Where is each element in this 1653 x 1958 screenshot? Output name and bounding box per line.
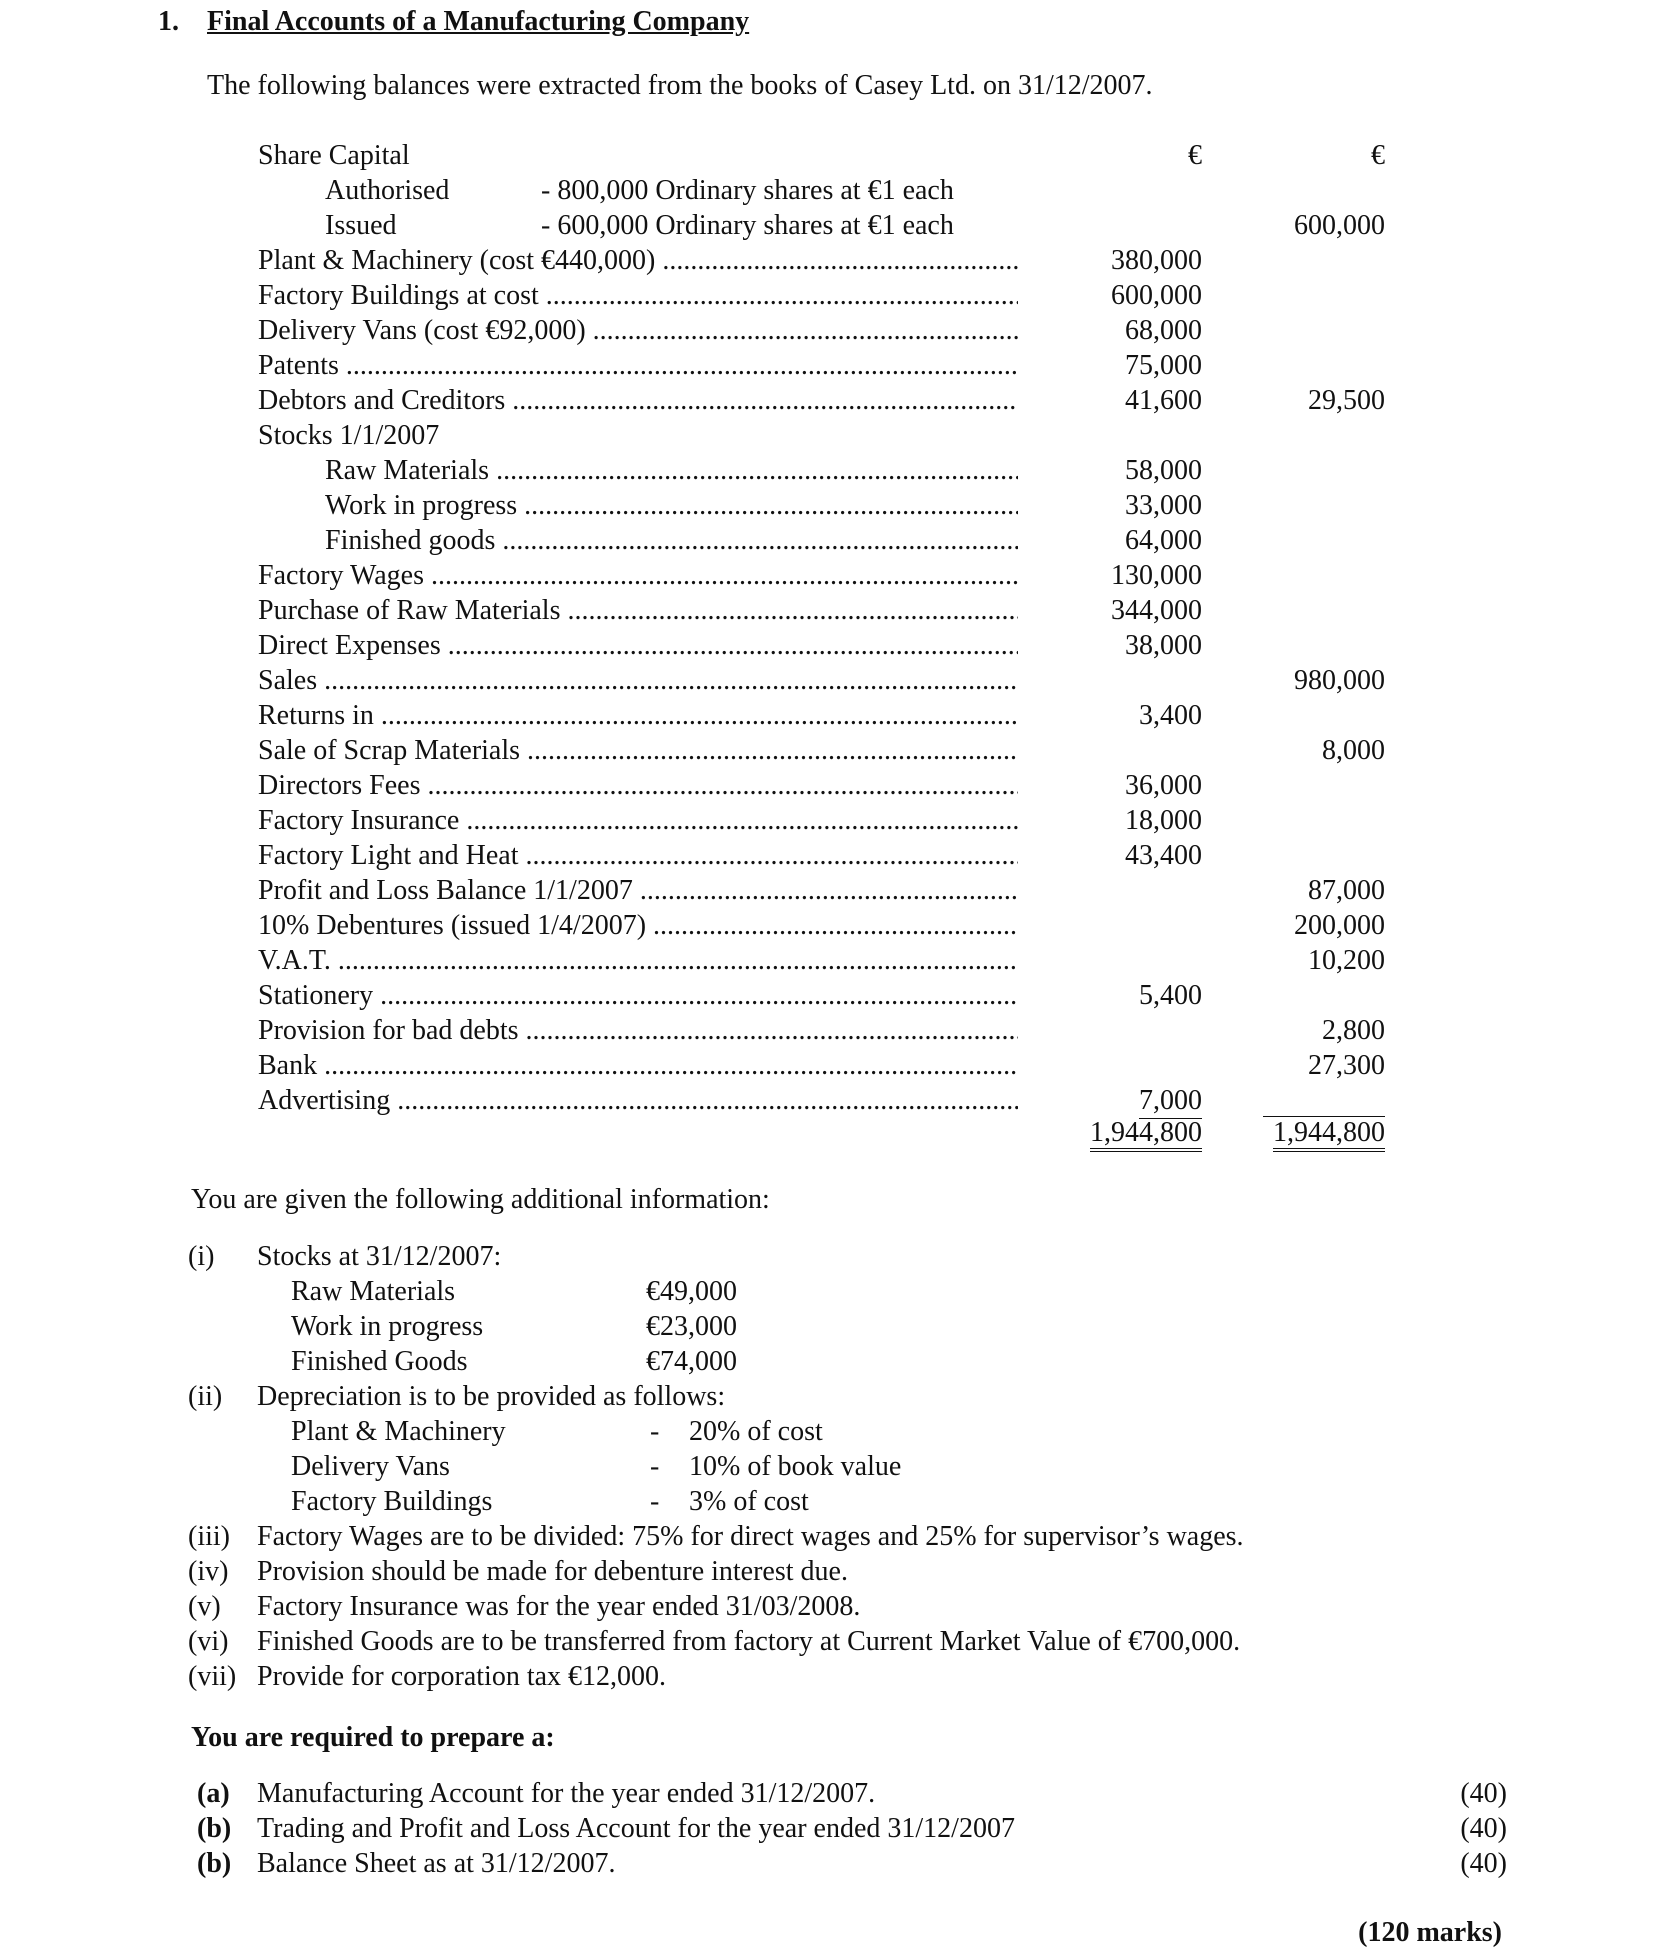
balance-col1: 41,600 bbox=[1125, 385, 1202, 416]
balance-label: Delivery Vans (cost €92,000) ..... bbox=[258, 313, 1018, 348]
required-heading: You are required to prepare a: bbox=[191, 1722, 555, 1753]
balance-col1: 18,000 bbox=[1125, 805, 1202, 836]
balance-label: Factory Buildings at cost ..... bbox=[258, 278, 1018, 313]
depreciation-value: 20% of cost bbox=[689, 1416, 823, 1447]
balance-col1: 7,000 bbox=[1139, 1083, 1202, 1119]
balance-label: Advertising ..... bbox=[258, 1083, 1018, 1118]
info-text: Provision should be made for debenture interest due. bbox=[257, 1556, 848, 1587]
balance-col1: 380,000 bbox=[1111, 245, 1202, 276]
balance-label: Purchase of Raw Materials ..... bbox=[258, 593, 1018, 628]
part-letter: (a) bbox=[197, 1778, 230, 1809]
part-marks: (40) bbox=[1460, 1848, 1507, 1879]
balance-label: Sale of Scrap Materials ..... bbox=[258, 733, 1018, 768]
additional-info-list bbox=[188, 1239, 1488, 1694]
info-item bbox=[188, 1239, 1488, 1274]
info-text: Factory Wages are to be divided: 75% for direct wages and 25% for supervisor’s wages. bbox=[257, 1521, 1244, 1552]
info-item bbox=[188, 1624, 1488, 1659]
balance-row bbox=[258, 173, 1398, 208]
info-item bbox=[188, 1589, 1488, 1624]
additional-info-heading: You are given the following additional information: bbox=[191, 1184, 770, 1215]
totals-row bbox=[258, 1118, 1398, 1153]
required-part bbox=[197, 1776, 1507, 1811]
balance-row bbox=[258, 908, 1398, 943]
balance-row bbox=[258, 138, 1398, 173]
balance-row bbox=[258, 453, 1398, 488]
balance-col1: 33,000 bbox=[1125, 490, 1202, 521]
info-text: Finished Goods are to be transferred from factory at Current Market Value of €700,000. bbox=[257, 1626, 1241, 1657]
currency-col2: € bbox=[1371, 140, 1385, 171]
balance-label: Raw Materials ..... bbox=[325, 453, 1018, 488]
depreciation-dash: - bbox=[650, 1416, 660, 1447]
balance-col1: 43,400 bbox=[1125, 840, 1202, 871]
balance-sublabel: - 600,000 Ordinary shares at €1 each bbox=[541, 210, 954, 241]
balance-label: Stocks 1/1/2007 bbox=[258, 420, 440, 451]
balance-col2: 10,200 bbox=[1308, 945, 1385, 976]
question-number: 1. bbox=[158, 6, 179, 37]
stock-line bbox=[188, 1344, 1488, 1379]
balance-col2: 27,300 bbox=[1308, 1050, 1385, 1081]
part-text: Balance Sheet as at 31/12/2007. bbox=[257, 1848, 616, 1879]
info-roman: (ii) bbox=[188, 1381, 223, 1412]
balance-label: Factory Wages ..... bbox=[258, 558, 1018, 593]
info-roman: (iii) bbox=[188, 1521, 230, 1552]
balance-col2: 29,500 bbox=[1308, 385, 1385, 416]
stock-label: Finished Goods bbox=[291, 1346, 468, 1377]
total-marks: (120 marks) bbox=[1358, 1917, 1502, 1948]
stock-value: €49,000 bbox=[646, 1276, 737, 1307]
balance-col1: 68,000 bbox=[1125, 315, 1202, 346]
stock-value: €23,000 bbox=[646, 1311, 737, 1342]
total-col1: 1,944,800 bbox=[1090, 1118, 1202, 1152]
balance-row bbox=[258, 628, 1398, 663]
balance-label: Finished goods ..... bbox=[325, 523, 1018, 558]
balance-label: Work in progress ..... bbox=[325, 488, 1018, 523]
info-item bbox=[188, 1519, 1488, 1554]
part-letter: (b) bbox=[197, 1848, 232, 1879]
balance-label: Sales ..... bbox=[258, 663, 1018, 698]
question-title: Final Accounts of a Manufacturing Company bbox=[207, 6, 750, 37]
info-text: Stocks at 31/12/2007: bbox=[257, 1241, 502, 1272]
balance-row bbox=[258, 803, 1398, 838]
info-roman: (vi) bbox=[188, 1626, 229, 1657]
balance-col1: 130,000 bbox=[1111, 560, 1202, 591]
balance-row bbox=[258, 418, 1398, 453]
info-text: Depreciation is to be provided as follows: bbox=[257, 1381, 726, 1412]
balance-row bbox=[258, 383, 1398, 418]
info-item bbox=[188, 1379, 1488, 1414]
balance-label: V.A.T. ..... bbox=[258, 943, 1018, 978]
balance-row bbox=[258, 978, 1398, 1013]
balance-row bbox=[258, 1013, 1398, 1048]
balance-row bbox=[258, 768, 1398, 803]
balance-col1: 5,400 bbox=[1139, 980, 1202, 1011]
info-roman: (v) bbox=[188, 1591, 221, 1622]
balance-label: Plant & Machinery (cost €440,000) ..... bbox=[258, 243, 1018, 278]
balance-col1: 344,000 bbox=[1111, 595, 1202, 626]
balance-row bbox=[258, 1048, 1398, 1083]
info-text: Provide for corporation tax €12,000. bbox=[257, 1661, 667, 1692]
balance-label: Directors Fees ..... bbox=[258, 768, 1018, 803]
info-roman: (i) bbox=[188, 1241, 215, 1272]
stock-line bbox=[188, 1274, 1488, 1309]
balance-row bbox=[258, 593, 1398, 628]
depreciation-line bbox=[188, 1484, 1488, 1519]
balance-row bbox=[258, 733, 1398, 768]
balance-col2: 200,000 bbox=[1294, 910, 1385, 941]
balance-row bbox=[258, 873, 1398, 908]
balance-row bbox=[258, 488, 1398, 523]
part-letter: (b) bbox=[197, 1813, 232, 1844]
currency-col1: € bbox=[1188, 140, 1202, 171]
required-part bbox=[197, 1846, 1507, 1881]
balance-label: Provision for bad debts ..... bbox=[258, 1013, 1018, 1048]
balance-row bbox=[258, 663, 1398, 698]
balance-col1: 38,000 bbox=[1125, 630, 1202, 661]
depreciation-value: 10% of book value bbox=[689, 1451, 902, 1482]
part-text: Manufacturing Account for the year ended 31/12/2007. bbox=[257, 1778, 876, 1809]
part-text: Trading and Profit and Loss Account for the year ended 31/12/2007 bbox=[257, 1813, 1015, 1844]
balance-col1: 64,000 bbox=[1125, 525, 1202, 556]
balance-row bbox=[258, 838, 1398, 873]
balance-col1: 3,400 bbox=[1139, 700, 1202, 731]
balance-col2: 600,000 bbox=[1294, 210, 1385, 241]
part-marks: (40) bbox=[1460, 1813, 1507, 1844]
balance-row bbox=[258, 943, 1398, 978]
balance-col2: 980,000 bbox=[1294, 665, 1385, 696]
depreciation-value: 3% of cost bbox=[689, 1486, 809, 1517]
info-text: Factory Insurance was for the year ended 31/03/2008. bbox=[257, 1591, 861, 1622]
balance-row bbox=[258, 313, 1398, 348]
balance-label: Stationery ..... bbox=[258, 978, 1018, 1013]
depreciation-label: Factory Buildings bbox=[291, 1486, 493, 1517]
balance-col1: 600,000 bbox=[1111, 280, 1202, 311]
balance-col1: 36,000 bbox=[1125, 770, 1202, 801]
balance-col1: 75,000 bbox=[1125, 350, 1202, 381]
balance-row bbox=[258, 208, 1398, 243]
info-item bbox=[188, 1659, 1488, 1694]
question-intro: The following balances were extracted from the books of Casey Ltd. on 31/12/2007. bbox=[207, 70, 1153, 101]
balance-label: 10% Debentures (issued 1/4/2007) ..... bbox=[258, 908, 1018, 943]
balance-row bbox=[258, 348, 1398, 383]
required-part bbox=[197, 1811, 1507, 1846]
balance-sublabel: - 800,000 Ordinary shares at €1 each bbox=[541, 175, 954, 206]
info-roman: (iv) bbox=[188, 1556, 229, 1587]
balance-row bbox=[258, 1083, 1398, 1118]
balance-row bbox=[258, 278, 1398, 313]
depreciation-label: Plant & Machinery bbox=[291, 1416, 506, 1447]
balances-table bbox=[258, 138, 1398, 1153]
balance-label: Debtors and Creditors ..... bbox=[258, 383, 1018, 418]
balance-row bbox=[258, 698, 1398, 733]
part-marks: (40) bbox=[1460, 1778, 1507, 1809]
balance-label: Share Capital bbox=[258, 140, 410, 171]
balance-row bbox=[258, 243, 1398, 278]
depreciation-line bbox=[188, 1449, 1488, 1484]
balance-label: Bank ..... bbox=[258, 1048, 1018, 1083]
depreciation-line bbox=[188, 1414, 1488, 1449]
depreciation-dash: - bbox=[650, 1486, 660, 1517]
depreciation-label: Delivery Vans bbox=[291, 1451, 450, 1482]
balance-col2: 87,000 bbox=[1308, 875, 1385, 906]
stock-value: €74,000 bbox=[646, 1346, 737, 1377]
balance-label: Direct Expenses ..... bbox=[258, 628, 1018, 663]
col2-rule bbox=[1263, 1083, 1385, 1117]
stock-label: Raw Materials bbox=[291, 1276, 456, 1307]
balance-col2: 8,000 bbox=[1322, 735, 1385, 766]
stock-line bbox=[188, 1309, 1488, 1344]
balance-col2: 2,800 bbox=[1322, 1015, 1385, 1046]
balance-label: Factory Insurance ..... bbox=[258, 803, 1018, 838]
balance-label: Returns in ..... bbox=[258, 698, 1018, 733]
stock-label: Work in progress bbox=[291, 1311, 484, 1342]
balance-label: Factory Light and Heat ..... bbox=[258, 838, 1018, 873]
info-item bbox=[188, 1554, 1488, 1589]
info-roman: (vii) bbox=[188, 1661, 237, 1692]
balances-rows bbox=[258, 138, 1398, 1118]
balance-row bbox=[258, 523, 1398, 558]
depreciation-dash: - bbox=[650, 1451, 660, 1482]
balance-row bbox=[258, 558, 1398, 593]
total-col2: 1,944,800 bbox=[1273, 1118, 1385, 1152]
balance-col1: 58,000 bbox=[1125, 455, 1202, 486]
required-parts bbox=[197, 1776, 1507, 1881]
balance-label: Authorised bbox=[325, 175, 450, 206]
balance-label: Profit and Loss Balance 1/1/2007 ..... bbox=[258, 873, 1018, 908]
balance-label: Issued bbox=[325, 210, 397, 241]
balance-label: Patents ..... bbox=[258, 348, 1018, 383]
